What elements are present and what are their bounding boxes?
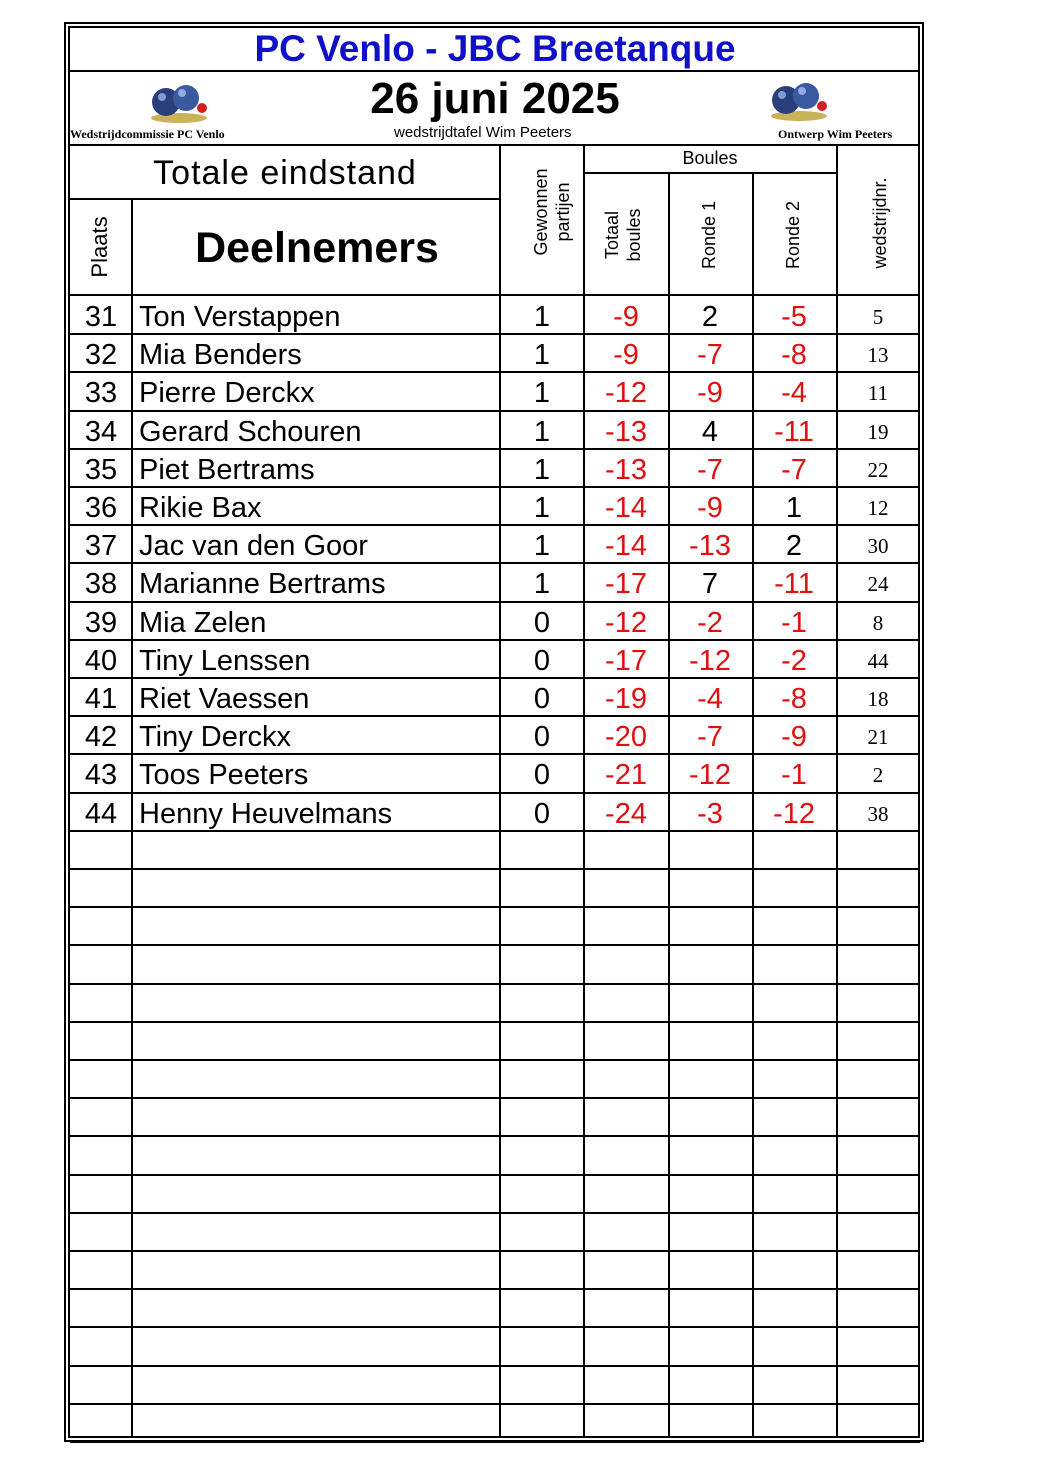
games-won-cell: 1 <box>533 530 551 562</box>
round2-cell: 1 <box>785 492 803 524</box>
table-credit: wedstrijdtafel Wim Peeters <box>394 124 572 141</box>
empty-table-row <box>70 1252 920 1290</box>
games-won-cell: 1 <box>533 454 551 486</box>
games-won-cell: 0 <box>533 683 551 715</box>
round2-cell: -5 <box>781 301 807 333</box>
empty-table-row <box>70 908 920 946</box>
participant-name-cell: Henny Heuvelmans <box>139 798 393 830</box>
round1-cell: 4 <box>701 416 719 448</box>
total-boules-cell: -14 <box>605 492 647 524</box>
place-cell: 39 <box>84 607 118 639</box>
match-number-cell: 21 <box>867 725 889 749</box>
round1-cell: -4 <box>697 683 723 715</box>
round1-cell: -7 <box>697 339 723 371</box>
table-row <box>70 488 920 526</box>
round2-cell: -8 <box>781 683 807 715</box>
table-row <box>70 794 920 832</box>
games-won-cell: 1 <box>533 568 551 600</box>
match-number-cell: 19 <box>867 420 889 444</box>
table-row <box>70 297 920 335</box>
participant-name-cell: Tiny Lenssen <box>139 645 311 677</box>
games-won-cell: 1 <box>533 492 551 524</box>
round1-cell: -12 <box>689 645 731 677</box>
place-cell: 31 <box>84 301 118 333</box>
round1-cell: -13 <box>689 530 731 562</box>
col-header-won-line1: Gewonnen <box>531 168 551 256</box>
total-boules-cell: -17 <box>605 645 647 677</box>
games-won-cell: 1 <box>533 339 551 371</box>
participant-name-cell: Riet Vaessen <box>139 683 310 715</box>
table-row <box>70 412 920 450</box>
event-title: PC Venlo - JBC Breetanque <box>254 28 736 69</box>
empty-table-row <box>70 870 920 908</box>
table-row <box>70 603 920 641</box>
divider <box>70 144 920 146</box>
place-cell: 38 <box>84 568 118 600</box>
round1-cell: 7 <box>701 568 719 600</box>
participant-name-cell: Mia Zelen <box>139 607 267 639</box>
total-boules-cell: -17 <box>605 568 647 600</box>
place-cell: 41 <box>84 683 118 715</box>
games-won-cell: 0 <box>533 759 551 791</box>
divider <box>131 198 133 296</box>
match-number-cell: 13 <box>867 343 889 367</box>
match-number-cell: 24 <box>867 572 889 596</box>
total-boules-cell: -12 <box>605 377 647 409</box>
games-won-cell: 0 <box>533 721 551 753</box>
round2-cell: -11 <box>774 416 814 448</box>
col-header-match-number: wedstrijdnr. <box>870 177 890 269</box>
match-number-cell: 18 <box>867 687 889 711</box>
match-number-cell: 22 <box>867 458 889 482</box>
total-boules-cell: -20 <box>605 721 647 753</box>
round1-cell: 2 <box>701 301 719 333</box>
round2-cell: 2 <box>785 530 803 562</box>
place-cell: 44 <box>84 798 118 830</box>
games-won-cell: 1 <box>533 416 551 448</box>
round1-cell: -7 <box>697 721 723 753</box>
divider <box>70 294 920 296</box>
participant-name-cell: Piet Bertrams <box>139 454 315 486</box>
games-won-cell: 0 <box>533 645 551 677</box>
empty-table-row <box>70 1023 920 1061</box>
place-cell: 35 <box>84 454 118 486</box>
round2-cell: -7 <box>781 454 807 486</box>
empty-table-row <box>70 1214 920 1252</box>
col-header-place: Plaats <box>87 216 112 278</box>
participant-name-cell: Jac van den Goor <box>139 530 368 562</box>
match-number-cell: 11 <box>867 381 889 405</box>
table-row <box>70 717 920 755</box>
games-won-cell: 1 <box>533 301 551 333</box>
round2-cell: -1 <box>781 759 807 791</box>
empty-table-row <box>70 1367 920 1405</box>
round2-cell: -9 <box>781 721 807 753</box>
table-row <box>70 564 920 602</box>
match-number-cell: 44 <box>867 649 889 673</box>
divider <box>70 198 500 200</box>
empty-table-row <box>70 985 920 1023</box>
empty-table-row <box>70 832 920 870</box>
participant-name-cell: Ton Verstappen <box>139 301 341 333</box>
col-header-total-line1: Totaal <box>602 210 622 260</box>
place-cell: 42 <box>84 721 118 753</box>
table-row <box>70 450 920 488</box>
games-won-cell: 0 <box>533 798 551 830</box>
total-boules-cell: -9 <box>613 339 639 371</box>
empty-table-row <box>70 1176 920 1214</box>
empty-table-row <box>70 1328 920 1366</box>
committee-credit: Wedstrijdcommissie PC Venlo <box>70 127 225 141</box>
match-number-cell: 38 <box>867 802 889 826</box>
match-number-cell: 12 <box>867 496 889 520</box>
design-credit: Ontwerp Wim Peeters <box>778 127 893 141</box>
match-number-cell: 8 <box>872 611 884 635</box>
games-won-cell: 1 <box>533 377 551 409</box>
participant-name-cell: Toos Peeters <box>139 759 309 791</box>
place-cell: 34 <box>84 416 118 448</box>
match-number-cell: 2 <box>872 763 884 787</box>
empty-table-row <box>70 1061 920 1099</box>
table-row <box>70 755 920 793</box>
empty-table-row <box>70 1137 920 1175</box>
table-row <box>70 641 920 679</box>
participant-name-cell: Pierre Derckx <box>139 377 315 409</box>
round2-cell: -12 <box>773 798 815 830</box>
round1-cell: -2 <box>697 607 723 639</box>
col-header-participants: Deelnemers <box>195 224 439 272</box>
row-divider <box>70 1441 920 1443</box>
place-cell: 36 <box>84 492 118 524</box>
place-cell: 33 <box>84 377 118 409</box>
col-header-total-line2: boules <box>624 208 644 262</box>
col-group-boules: Boules <box>682 148 738 168</box>
games-won-cell: 0 <box>533 607 551 639</box>
empty-table-row <box>70 1405 920 1443</box>
total-boules-cell: -19 <box>605 683 647 715</box>
place-cell: 32 <box>84 339 118 371</box>
round2-cell: -11 <box>774 568 814 600</box>
total-boules-cell: -9 <box>613 301 639 333</box>
col-header-round1: Ronde 1 <box>699 200 719 270</box>
total-boules-cell: -13 <box>605 454 647 486</box>
round1-cell: -9 <box>697 492 723 524</box>
total-boules-cell: -21 <box>605 759 647 791</box>
participant-name-cell: Marianne Bertrams <box>139 568 386 600</box>
round2-cell: -8 <box>781 339 807 371</box>
total-boules-cell: -12 <box>605 607 647 639</box>
col-header-round2: Ronde 2 <box>783 200 803 270</box>
petanque-balls-icon <box>766 76 832 122</box>
round1-cell: -7 <box>697 454 723 486</box>
empty-table-row <box>70 1099 920 1137</box>
place-cell: 37 <box>84 530 118 562</box>
round2-cell: -1 <box>781 607 807 639</box>
divider <box>584 172 836 174</box>
event-date: 26 juni 2025 <box>370 74 620 123</box>
table-row <box>70 679 920 717</box>
total-boules-cell: -14 <box>605 530 647 562</box>
participant-name-cell: Tiny Derckx <box>139 721 291 753</box>
participant-name-cell: Gerard Schouren <box>139 416 362 448</box>
empty-table-row <box>70 1290 920 1328</box>
standings-subtitle: Totale eindstand <box>153 154 417 192</box>
round1-cell: -9 <box>697 377 723 409</box>
round1-cell: -3 <box>697 798 723 830</box>
table-row <box>70 373 920 411</box>
participant-name-cell: Rikie Bax <box>139 492 262 524</box>
total-boules-cell: -13 <box>605 416 647 448</box>
col-header-won-line2: partijen <box>553 182 573 242</box>
total-boules-cell: -24 <box>605 798 647 830</box>
petanque-balls-icon <box>146 78 212 124</box>
place-cell: 40 <box>84 645 118 677</box>
match-number-cell: 30 <box>867 534 889 558</box>
table-row <box>70 335 920 373</box>
match-number-cell: 5 <box>872 305 884 329</box>
participant-name-cell: Mia Benders <box>139 339 302 371</box>
empty-table-row <box>70 946 920 984</box>
round1-cell: -12 <box>689 759 731 791</box>
round2-cell: -4 <box>781 377 807 409</box>
place-cell: 43 <box>84 759 118 791</box>
table-row <box>70 526 920 564</box>
round2-cell: -2 <box>781 645 807 677</box>
